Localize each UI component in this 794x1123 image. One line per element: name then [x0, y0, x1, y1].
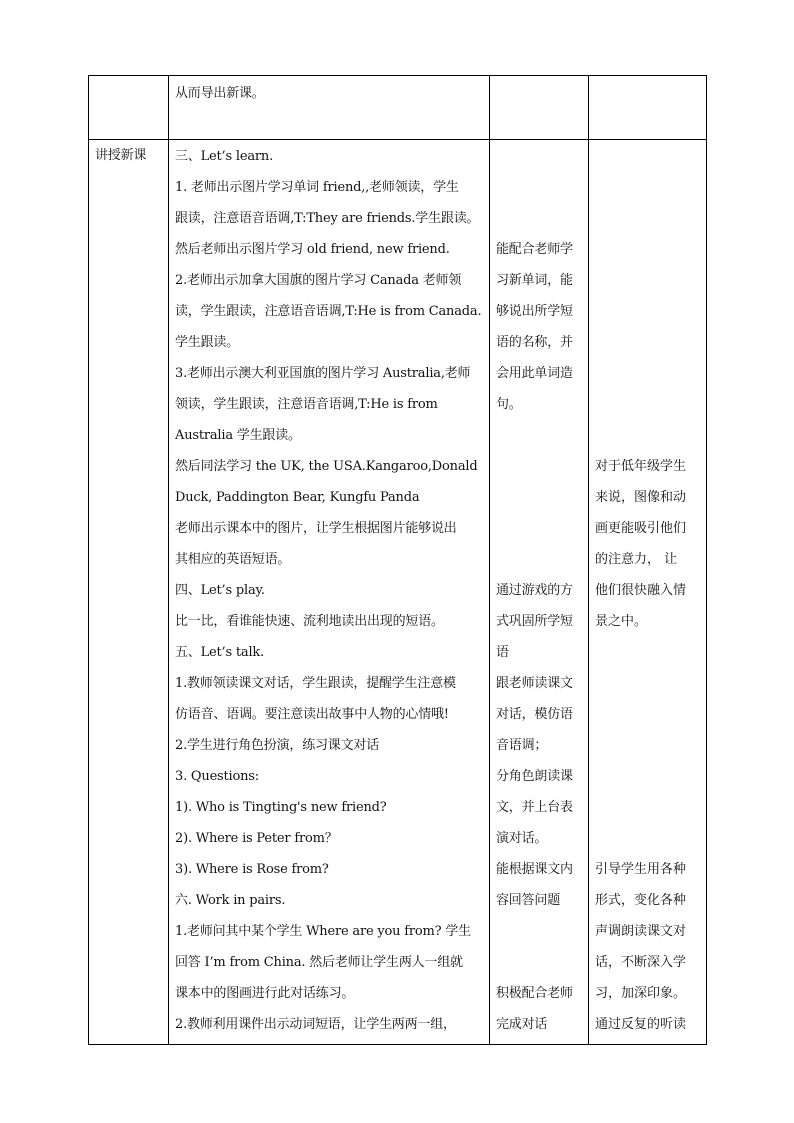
table-row: [89, 76, 707, 140]
notes-line: [595, 730, 700, 761]
content-line: 1. 老师出示图片学习单词 friend,,老师领读，学生: [175, 180, 459, 195]
notes-cell: [589, 140, 707, 1045]
content-line: Australia 学生跟读。: [175, 428, 301, 443]
content-line: 2.学生进行角色扮演，练习课文对话: [175, 738, 380, 753]
content-line: 课本中的图画进行此对话练习。: [175, 986, 355, 1001]
notes-line: 来说，图像和动: [595, 490, 687, 505]
content-line: 五、Let’s talk.: [175, 645, 265, 660]
student-line: 能配合老师学: [496, 242, 573, 257]
student-line: [496, 482, 582, 513]
student-line: 音语调；: [496, 738, 548, 753]
notes-line: 习，加深印象。: [595, 986, 687, 1001]
notes-line: [595, 327, 700, 358]
section-label: 讲授新课: [95, 148, 147, 163]
section-cell-empty: [89, 76, 169, 140]
student-line: 句。: [496, 397, 522, 412]
content-line: 然后老师出示图片学习 old friend, new friend.: [175, 242, 450, 257]
notes-line: [595, 265, 700, 296]
content-line: 领读，学生跟读，注意语音语调,T:He is from: [175, 397, 438, 412]
student-line: [496, 141, 582, 172]
notes-line: 引导学生用各种: [595, 862, 687, 877]
content-line: 三、Let’s learn.: [175, 149, 274, 164]
notes-line: 他们很快融入情: [595, 583, 687, 598]
student-cell: [490, 140, 589, 1045]
student-line: [496, 420, 582, 451]
notes-line: 话，不断深入学: [595, 955, 687, 970]
content-line: 然后同法学习 the UK, the USA.Kangaroo,Donald: [175, 459, 478, 474]
content-line: 从而导出新课。: [175, 86, 265, 101]
notes-line: [595, 296, 700, 327]
content-line: 比一比，看谁能快速、流利地读出出现的短语。: [175, 614, 444, 629]
content-line: 读，学生跟读，注意语音语调,T:He is from Canada.: [175, 304, 482, 319]
notes-line: [595, 699, 700, 730]
content-line: 3.老师出示澳大利亚国旗的图片学习 Australia,老师: [175, 366, 471, 381]
notes-line: [595, 761, 700, 792]
content-lines: [175, 141, 483, 1040]
notes-line: 形式，变化各种: [595, 893, 687, 908]
content-line: 其相应的英语短语。: [175, 552, 291, 567]
student-line: [496, 203, 582, 234]
notes-line: [595, 637, 700, 668]
content-line: 回答 I’m from China. 然后老师让学生两人一组就: [175, 955, 463, 970]
notes-line: 画更能吸引他们: [595, 521, 687, 536]
student-line: 演对话。: [496, 831, 548, 846]
notes-line: [595, 389, 700, 420]
content-line: Duck, Paddington Bear, Kungfu Panda: [175, 490, 420, 505]
student-line: 对话，模仿语: [496, 707, 573, 722]
content-line: 老师出示课本中的图片，让学生根据图片能够说出: [175, 521, 457, 536]
section-cell: [89, 140, 169, 1045]
notes-line: [595, 141, 700, 172]
content-line: 2.教师利用课件出示动词短语，让学生两两一组，: [175, 1017, 456, 1032]
content-cell: [169, 140, 490, 1045]
student-line: 会用此单词造: [496, 366, 573, 381]
content-line: 仿语音、语调。要注意读出故事中人物的心情哦!: [175, 707, 449, 722]
notes-cell-empty: [589, 76, 707, 140]
student-lines: [496, 141, 582, 1040]
content-line: 1). Who is Tingting's new friend?: [175, 800, 387, 815]
content-line: 四、Let’s play.: [175, 583, 265, 598]
student-line: [496, 947, 582, 978]
notes-line: 的注意力， 让: [595, 552, 678, 567]
notes-line: [595, 358, 700, 389]
notes-line: [595, 792, 700, 823]
content-line: 3). Where is Rose from?: [175, 862, 329, 877]
notes-line: 声调朗读课文对: [595, 924, 687, 939]
student-line: 语: [496, 645, 509, 660]
student-line: 通过游戏的方: [496, 583, 573, 598]
content-line: 跟读，注意语音语调,T:They are friends.学生跟读。: [175, 211, 480, 226]
content-cell: [169, 76, 490, 140]
student-line: 习新单词，能: [496, 273, 573, 288]
student-line: 式巩固所学短: [496, 614, 573, 629]
notes-lines: [595, 141, 700, 1040]
notes-line: [595, 234, 700, 265]
lesson-plan-table: [88, 75, 707, 1045]
notes-line: 景之中。: [595, 614, 648, 629]
student-line: 积极配合老师: [496, 986, 573, 1001]
content-line: 学生跟读。: [175, 335, 240, 350]
notes-line: [595, 823, 700, 854]
student-cell-empty: [490, 76, 589, 140]
student-line: 语的名称，并: [496, 335, 573, 350]
notes-line: [595, 203, 700, 234]
notes-line: [595, 668, 700, 699]
notes-line: [595, 172, 700, 203]
student-line: [496, 172, 582, 203]
student-line: [496, 513, 582, 544]
student-line: [496, 916, 582, 947]
student-line: [496, 544, 582, 575]
student-line: 跟老师读课文: [496, 676, 573, 691]
notes-line: 通过反复的听读: [595, 1017, 687, 1032]
student-line: 能根据课文内: [496, 862, 573, 877]
notes-line: [595, 420, 700, 451]
content-line: 3. Questions:: [175, 769, 259, 784]
student-line: 容回答问题: [496, 893, 561, 908]
student-line: 完成对话: [496, 1017, 548, 1032]
student-line: [496, 451, 582, 482]
notes-line: 对于低年级学生: [595, 459, 687, 474]
student-line: 分角色朗读课: [496, 769, 573, 784]
content-line: 六. Work in pairs.: [175, 893, 286, 908]
content-line: 2.老师出示加拿大国旗的图片学习 Canada 老师领: [175, 273, 462, 288]
content-line: 2). Where is Peter from？: [175, 831, 338, 846]
table-row: [89, 140, 707, 1045]
student-line: 够说出所学短: [496, 304, 573, 319]
content-line: 1.老师问其中某个学生 Where are you from? 学生: [175, 924, 471, 939]
content-line: 1.教师领读课文对话，学生跟读，提醒学生注意模: [175, 676, 456, 691]
student-line: 文，并上台表: [496, 800, 573, 815]
